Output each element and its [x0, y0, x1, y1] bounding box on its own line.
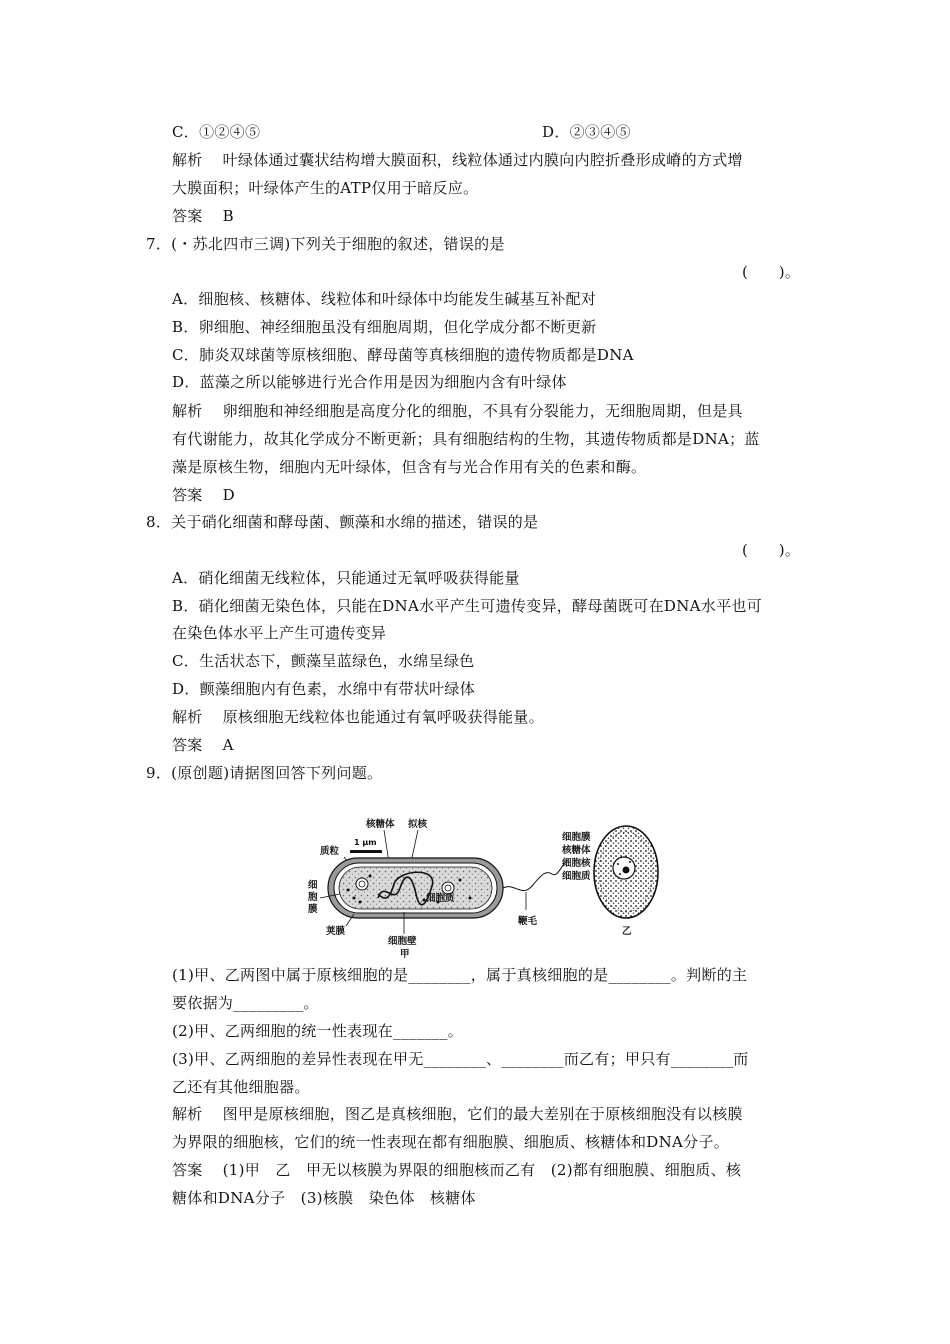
q7-option-c: C．肺炎双球菌等原核细胞、酵母菌等真核细胞的遗传物质都是DNA — [172, 346, 634, 364]
q7-analysis-line-3: 藻是原核生物，细胞内无叶绿体，但含有与光合作用有关的色素和酶。 — [172, 458, 647, 476]
label-membrane-3: 膜 — [308, 904, 318, 915]
label-yi: 乙 — [622, 926, 632, 937]
label-scale: 1 μm — [354, 838, 377, 847]
q8-analysis — [172, 707, 544, 727]
q6-options-row — [172, 122, 631, 142]
q6-answer-value: B — [222, 207, 234, 225]
label-right-membrane: 细胞膜 — [562, 832, 591, 843]
q9-answer-line-2: 糖体和DNA分子 (3)核膜 染色体 核糖体 — [172, 1189, 476, 1207]
label-flagellum: 鞭毛 — [518, 916, 538, 927]
label-nucleoid: 拟核 — [408, 819, 428, 830]
q9-sub3-line-1: (3)甲、乙两细胞的差异性表现在甲无________、________而乙有；甲只有________而 — [172, 1050, 749, 1068]
label-membrane-2: 胞 — [308, 892, 318, 903]
q8-answer-blank: ( )。 — [742, 541, 801, 559]
q8-answer-label: 答案 — [172, 736, 203, 754]
q7-analysis-text-1: 卵细胞和神经细胞是高度分化的细胞，不具有分裂能力，无细胞周期，但是具 — [222, 402, 743, 420]
q9-analysis-line-2: 为界限的细胞核，它们的统一性表现在都有细胞膜、细胞质、核糖体和DNA分子。 — [172, 1133, 730, 1151]
q9-stem: 9．(原创题)请据图回答下列问题。 — [146, 764, 383, 782]
label-ribosome: 核糖体 — [366, 819, 395, 830]
label-right-cytoplasm: 细胞质 — [562, 871, 591, 882]
q8-answer-value: A — [222, 736, 234, 754]
q9-answer-text-1: (1)甲 乙 甲无以核膜为界限的细胞核而乙有 (2)都有细胞膜、细胞质、核 — [222, 1161, 742, 1179]
label-right-ribosome: 核糖体 — [562, 845, 591, 856]
eukaryotic-cell — [594, 826, 658, 918]
label-membrane-1: 细 — [308, 880, 318, 891]
label-capsule: 荚膜 — [326, 926, 346, 937]
cell-comparison-figure — [300, 810, 660, 960]
label-jia: 甲 — [400, 949, 410, 960]
q7-answer-blank: ( )。 — [742, 263, 801, 281]
q9-analysis-label: 解析 — [172, 1105, 203, 1123]
label-right-nucleus: 细胞核 — [562, 858, 591, 869]
q7-answer — [172, 485, 235, 505]
q6-analysis-label: 解析 — [172, 151, 203, 169]
q8-option-b-line-2: 在染色体水平上产生可遗传变异 — [172, 624, 387, 642]
q7-analysis-label: 解析 — [172, 402, 203, 420]
q8-option-b-line-1: B．硝化细菌无染色体，只能在DNA水平产生可遗传变异，酵母菌既可在DNA水平也可 — [172, 597, 762, 615]
q6-analysis-line-1 — [172, 150, 743, 170]
scale-bar — [350, 850, 382, 853]
q8-analysis-text: 原核细胞无线粒体也能通过有氧呼吸获得能量。 — [222, 708, 544, 726]
q8-analysis-label: 解析 — [172, 708, 203, 726]
q9-answer-line-1 — [172, 1160, 741, 1180]
q6-answer — [172, 206, 234, 226]
nucleolus — [623, 867, 630, 874]
label-plasmid: 质粒 — [320, 846, 340, 857]
q6-option-d: D．②③④⑤ — [542, 123, 631, 141]
flagellum — [503, 860, 568, 891]
q8-answer — [172, 735, 234, 755]
q8-stem: 8．关于硝化细菌和酵母菌、颤藻和水绵的描述，错误的是 — [146, 513, 539, 531]
q7-analysis-line-1 — [172, 401, 743, 421]
q9-answer-label: 答案 — [172, 1161, 203, 1179]
q9-sub3-line-2: 乙还有其他细胞器。 — [172, 1078, 310, 1096]
q9-sub2: (2)甲、乙两细胞的统一性表现在_______。 — [172, 1022, 463, 1040]
q7-answer-label: 答案 — [172, 486, 203, 504]
q6-analysis-text-1: 叶绿体通过囊状结构增大膜面积，线粒体通过内膜向内腔折叠形成嵴的方式增 — [222, 151, 743, 169]
q8-option-d: D．颤藻细胞内有色素，水绵中有带状叶绿体 — [172, 680, 476, 698]
q7-analysis-line-2: 有代谢能力，故其化学成分不断更新；具有细胞结构的生物，其遗传物质都是DNA；蓝 — [172, 430, 760, 448]
label-cytoplasm: 细胞质 — [426, 893, 455, 904]
q8-option-a: A．硝化细菌无线粒体，只能通过无氧呼吸获得能量 — [172, 569, 520, 587]
prokaryotic-cell — [328, 858, 503, 918]
q6-analysis-line-2: 大膜面积；叶绿体产生的ATP仅用于暗反应。 — [172, 179, 479, 197]
q6-answer-label: 答案 — [172, 207, 203, 225]
q9-analysis-text-1: 图甲是原核细胞，图乙是真核细胞，它们的最大差别在于原核细胞没有以核膜 — [222, 1105, 743, 1123]
q8-option-c: C．生活状态下，颤藻呈蓝绿色，水绵呈绿色 — [172, 652, 475, 670]
q7-answer-value: D — [222, 486, 235, 504]
q7-option-a: A．细胞核、核糖体、线粒体和叶绿体中均能发生碱基互补配对 — [172, 290, 597, 308]
q9-analysis-line-1 — [172, 1104, 743, 1124]
q9-sub1-line-1: (1)甲、乙两图中属于原核细胞的是________，属于真核细胞的是________。判断的主 — [172, 966, 748, 984]
q6-option-c: C．①②④⑤ — [172, 123, 261, 141]
q7-option-d: D．蓝藻之所以能够进行光合作用是因为细胞内含有叶绿体 — [172, 373, 567, 391]
label-cell-wall: 细胞壁 — [388, 936, 417, 947]
q9-sub1-line-2: 要依据为_________。 — [172, 994, 319, 1012]
q7-option-b: B．卵细胞、神经细胞虽没有细胞周期，但化学成分都不断更新 — [172, 318, 597, 336]
q7-stem: 7．(・苏北四市三调)下列关于细胞的叙述，错误的是 — [146, 235, 505, 253]
